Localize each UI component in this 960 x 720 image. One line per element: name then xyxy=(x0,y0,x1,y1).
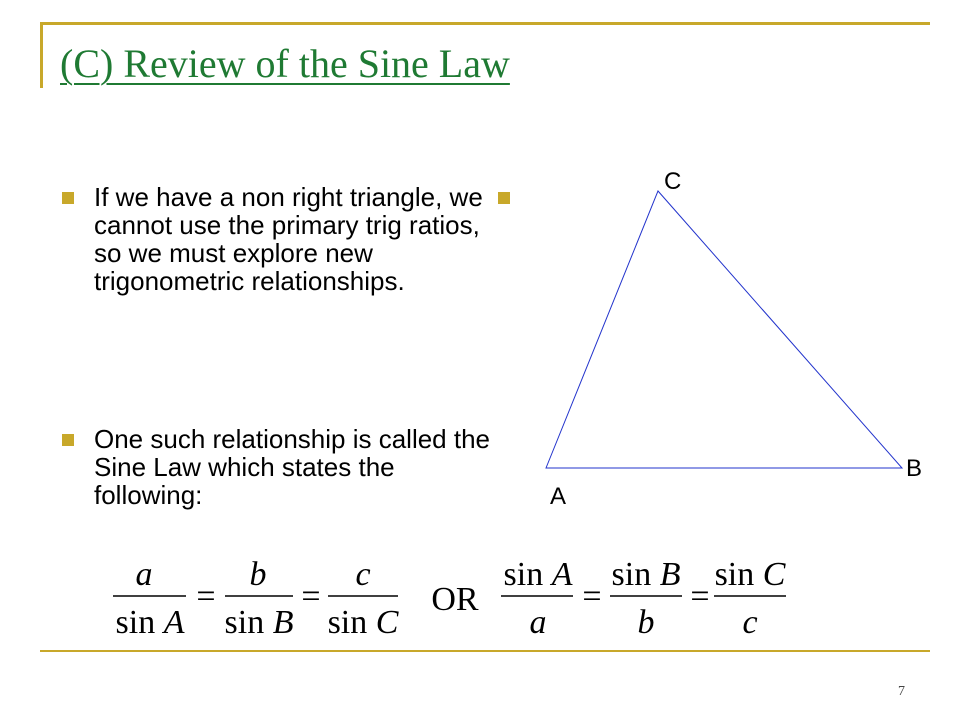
triangle-shape xyxy=(546,191,902,468)
formula-den-sin-b xyxy=(225,604,294,641)
formula-den-b: b xyxy=(637,604,655,641)
equals-sign: = xyxy=(196,578,216,615)
page-number: 7 xyxy=(898,684,905,699)
formula-den-c: c xyxy=(742,604,758,641)
sin-fn: sin xyxy=(115,604,156,641)
formula-den-sin-a xyxy=(116,604,185,641)
var-a: A xyxy=(163,604,185,641)
formula-num-a: a xyxy=(135,556,153,593)
equals-sign: = xyxy=(301,578,321,615)
bullet-text-2: One such relationship is called the Sine Law which states the following: xyxy=(94,424,491,510)
formula-num-c: c xyxy=(355,556,371,593)
sine-law-formula xyxy=(113,556,786,641)
formula-den-sin-c xyxy=(328,604,399,641)
bullet-text-1: If we have a non right triangle, we cannot use the primary trig ratios, so we must explore new trigonometric relationships. xyxy=(94,182,483,296)
var-a: A xyxy=(551,556,573,593)
sin-fn: sin xyxy=(327,604,368,641)
vertex-label-b: B xyxy=(906,455,923,482)
var-b: B xyxy=(272,604,294,641)
sin-fn: sin xyxy=(714,556,755,593)
sin-fn: sin xyxy=(611,556,652,593)
or-connector: OR xyxy=(431,581,479,618)
formula-num-sin-a xyxy=(504,556,573,593)
formula-num-sin-c xyxy=(715,556,786,593)
vertex-label-c: C xyxy=(664,168,682,195)
equals-sign: = xyxy=(690,578,710,615)
sin-fn: sin xyxy=(503,556,544,593)
formula-num-sin-b xyxy=(612,556,681,593)
equals-sign: = xyxy=(582,578,602,615)
var-b: B xyxy=(659,556,681,593)
slide-title: (C) Review of the Sine Law xyxy=(60,41,510,86)
triangle-diagram xyxy=(546,168,922,510)
formula-den-a: a xyxy=(529,604,547,641)
vertex-label-a: A xyxy=(550,483,567,510)
formula-num-b: b xyxy=(249,556,267,593)
sin-fn: sin xyxy=(224,604,265,641)
var-c: C xyxy=(375,604,399,641)
var-c: C xyxy=(762,556,786,593)
